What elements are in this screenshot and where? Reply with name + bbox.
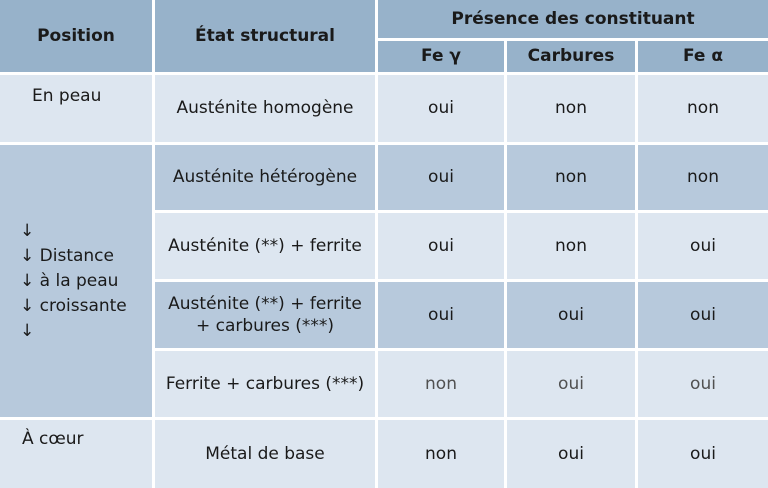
table-cell-fe-alpha: oui (638, 282, 768, 348)
distance-line: ↓ à la peau (20, 270, 119, 291)
position-a-coeur-label: À cœur (22, 429, 84, 449)
table-cell-fe-alpha: non (638, 145, 768, 210)
header-fe-alpha: Fe α (638, 41, 768, 72)
header-etat-structural: État structural (155, 0, 375, 72)
table-cell-fe-alpha: oui (638, 420, 768, 488)
distance-line: ↓ croissante (20, 295, 127, 316)
table-cell-carbures: non (507, 75, 635, 142)
table-row-etat: Ferrite + carbures (***) (155, 351, 375, 417)
table-cell-carbures: oui (507, 351, 635, 417)
header-position: Position (0, 0, 152, 72)
table-cell-fe-gamma: non (378, 351, 504, 417)
header-fe-gamma: Fe γ (378, 41, 504, 72)
distance-line: ↓ (20, 320, 35, 341)
position-a-coeur (0, 420, 152, 488)
table-cell-fe-gamma: oui (378, 213, 504, 279)
distance-line: ↓ (20, 220, 35, 241)
table-cell-fe-gamma: oui (378, 75, 504, 142)
position-en-peau-label: En peau (32, 86, 102, 106)
table-cell-fe-alpha: non (638, 75, 768, 142)
table-row-etat: Austénite (**) + ferrite (155, 213, 375, 279)
etat-line: + carbures (***) (195, 316, 335, 336)
table-cell-fe-alpha: oui (638, 213, 768, 279)
position-en-peau (0, 75, 152, 142)
header-carbures: Carbures (507, 41, 635, 72)
table-cell-fe-alpha: oui (638, 351, 768, 417)
table-row-etat: Austénite hétérogène (155, 145, 375, 210)
table-cell-carbures: non (507, 145, 635, 210)
table-cell-fe-gamma: oui (378, 282, 504, 348)
table-cell-fe-gamma: oui (378, 145, 504, 210)
table-cell-fe-gamma: non (378, 420, 504, 488)
table-row-etat (155, 282, 375, 348)
table-row-etat: Métal de base (155, 420, 375, 488)
distance-line: ↓ Distance (20, 245, 114, 266)
table-row-etat: Austénite homogène (155, 75, 375, 142)
etat-line: Austénite (**) + ferrite (168, 293, 362, 314)
table-cell-carbures: oui (507, 420, 635, 488)
header-presence: Présence des constituant (378, 0, 768, 38)
table-cell-carbures: oui (507, 282, 635, 348)
table-cell-carbures: non (507, 213, 635, 279)
position-distance (0, 145, 152, 417)
